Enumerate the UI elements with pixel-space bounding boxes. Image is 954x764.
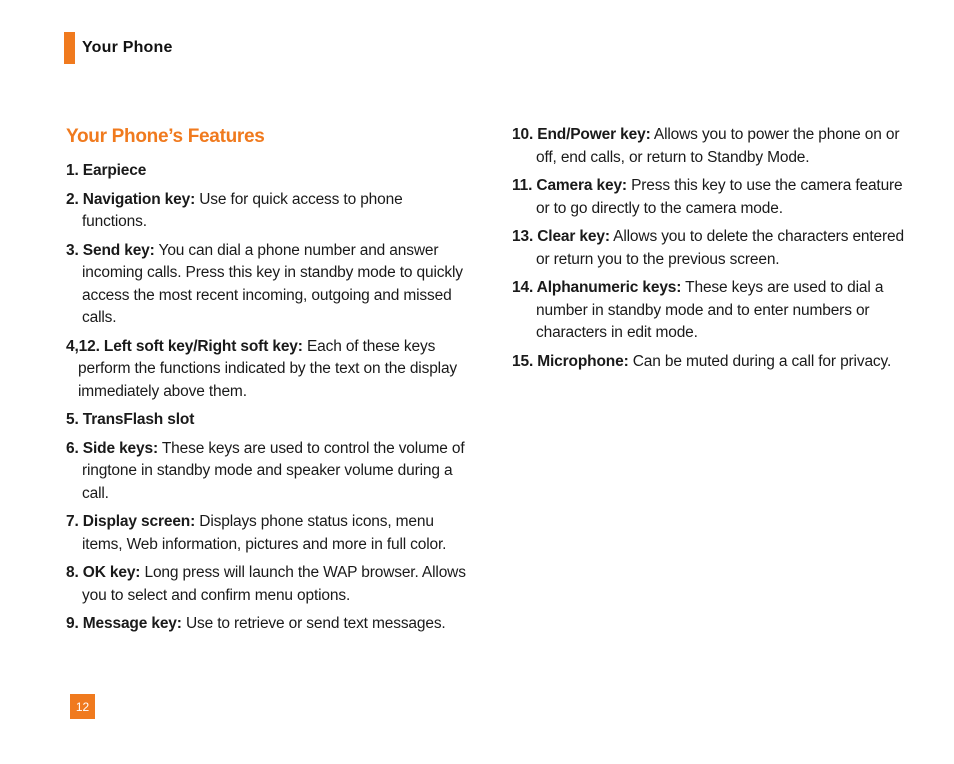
section-title: Your Phone’s Features [66, 126, 265, 147]
page-header [64, 32, 173, 64]
feature-item-display-screen: 7. Display screen: Displays phone status icons, menu items, Web information, pictures and more in full color. [66, 513, 447, 553]
feature-item-side-keys: 6. Side keys: These keys are used to control the volume of ringtone in standby mode and speaker volume during a call. [66, 439, 465, 502]
feature-item-ok-key: 8. OK key: Long press will launch the WAP browser. Allows you to select and confirm menu options. [66, 564, 466, 604]
right-column [512, 124, 907, 379]
feature-item-send-key: 3. Send key: You can dial a phone number and answer incoming calls. Press this key in standby mode to quickly access the most recent incoming, outgoing and missed calls. [66, 241, 463, 326]
feature-item-soft-keys: 4,12. Left soft key/Right soft key: Each of these keys perform the functions indicated by the text on the display immediately above them. [66, 337, 458, 400]
feature-item-earpiece: 1. Earpiece [66, 162, 147, 179]
feature-item-camera-key: 11. Camera key: Press this key to use the camera feature or to go directly to the camera mode. [512, 177, 903, 217]
feature-item-microphone: 15. Microphone: Can be muted during a call for privacy. [512, 352, 892, 370]
header-title: Your Phone [82, 39, 173, 56]
left-column [66, 124, 466, 642]
feature-item-clear-key: 13. Clear key: Allows you to delete the characters entered or return you to the previous screen. [512, 228, 904, 268]
feature-item-message-key: 9. Message key: Use to retrieve or send text messages. [66, 615, 446, 632]
feature-item-navigation-key: 2. Navigation key: Use for quick access to phone functions. [66, 190, 403, 230]
feature-item-transflash-slot: 5. TransFlash slot [66, 411, 195, 428]
feature-item-alphanumeric-keys: 14. Alphanumeric keys: These keys are used to dial a number in standby mode and to enter numbers or characters in edit mode. [512, 279, 884, 341]
page-number: 12 [70, 694, 95, 719]
header-accent-bar [64, 32, 75, 64]
feature-item-end-power-key: 10. End/Power key: Allows you to power the phone on or off, end calls, or return to Standby Mode. [512, 126, 900, 166]
